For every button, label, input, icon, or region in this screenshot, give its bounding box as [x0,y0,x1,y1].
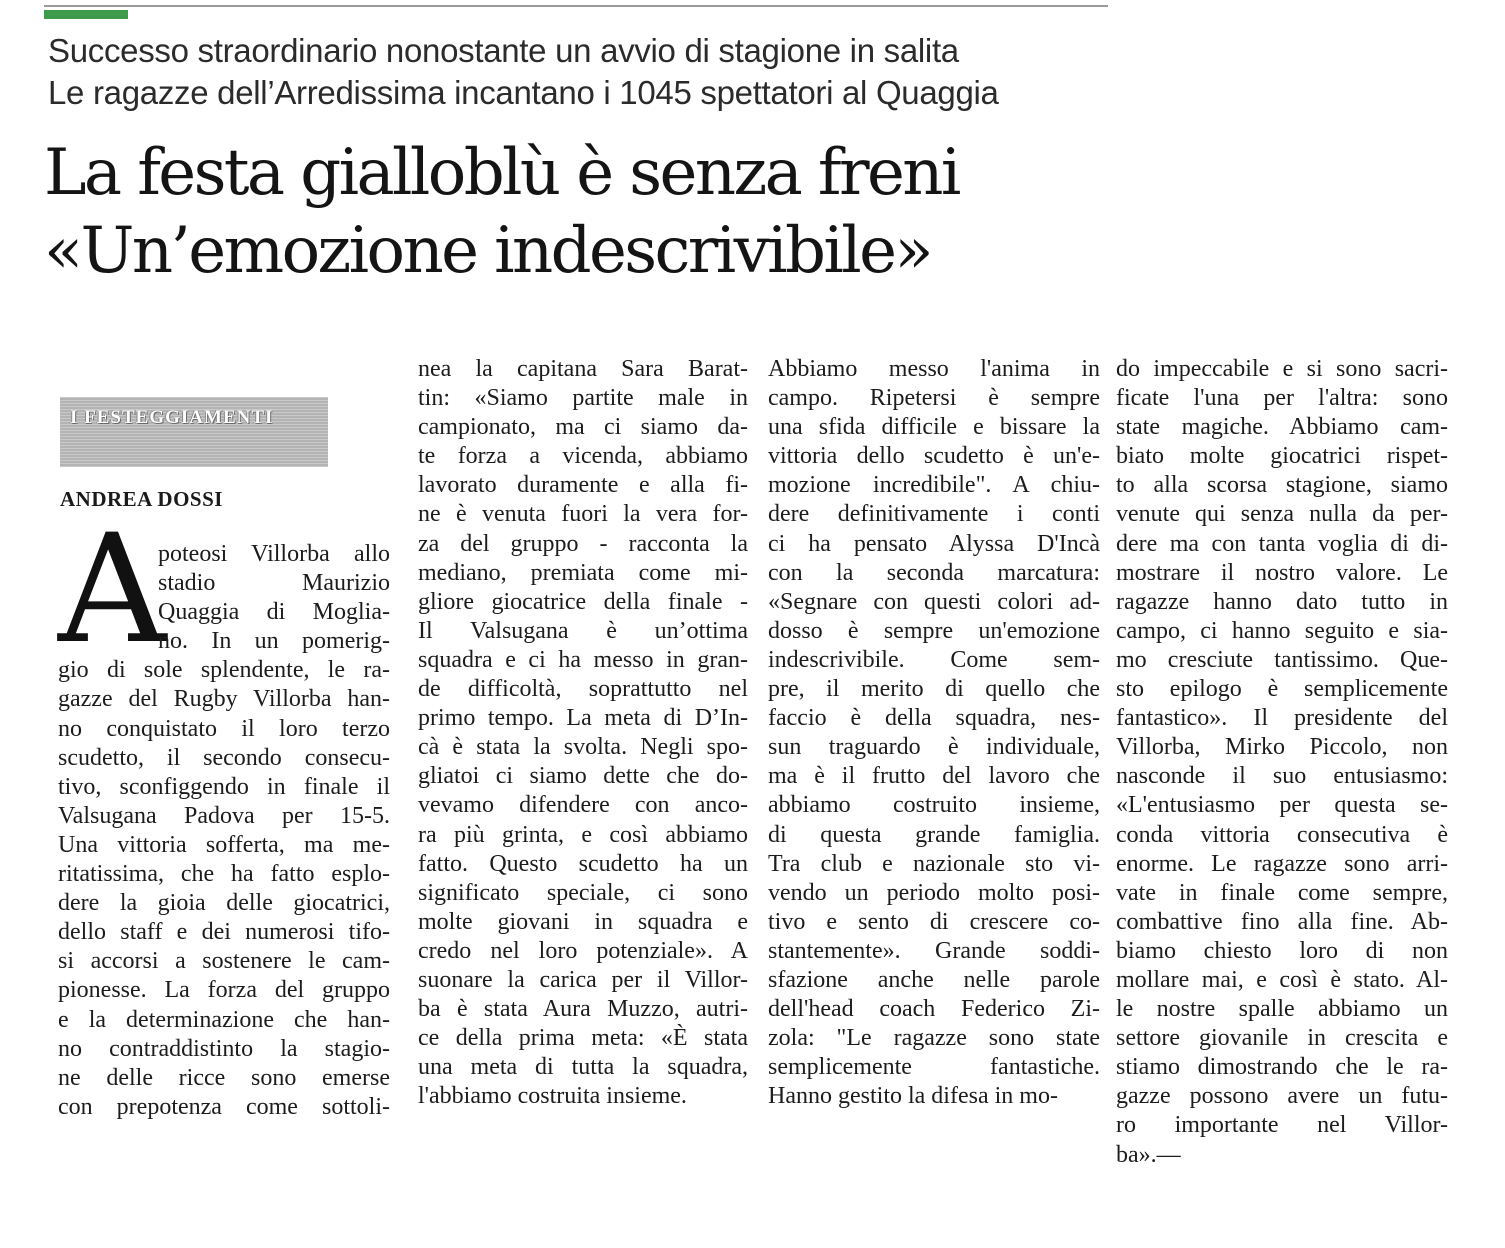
text-line: sfazione anche nelle parole [768,966,1100,993]
text-line: stadio Maurizio [158,570,390,597]
text-line: ba».— [1116,1141,1181,1168]
text-line: mozione incredibile". A chiu- [768,472,1100,499]
text-line: pre, il merito di quello che [768,676,1100,703]
text-line: cà è stata la svolta. Negli spo- [418,734,748,761]
text-line: nea la capitana Sara Barat- [418,356,748,382]
text-line: molte giovani in squadra e [418,908,748,935]
text-line: vittoria dello scudetto è un'e- [768,443,1100,470]
text-line: sun traguardo è individuale, [768,734,1100,761]
drop-cap: A [58,503,167,677]
text-line: l'abbiamo costruita insieme. [418,1083,687,1110]
text-line: una meta di tutta la squadra, [418,1054,748,1081]
text-line: gio di sole splendente, le ra- [58,657,390,684]
text-line: ne è venuta fuori la vera for- [418,501,748,528]
text-line: combattive fino alla fine. Ab- [1116,908,1448,935]
text-line: scudetto, il secondo consecu- [58,744,390,771]
text-line: pionesse. La forza del gruppo [58,977,390,1004]
text-line: tivo, sconfiggendo in finale il [58,773,390,800]
text-line: dere ma con tanta voglia di di- [1116,530,1448,557]
kicker [48,30,1108,114]
text-line: enorme. Le ragazze sono arri- [1116,850,1448,877]
text-line: indescrivibile. Come sem- [768,646,1100,673]
text-line: ci ha pensato Alyssa D'Incà [768,530,1100,557]
headline [44,134,1124,290]
text-line: si accorsi a sostenere le cam- [58,948,390,975]
text-line: ma è il frutto del lavoro che [768,763,1100,790]
text-line: Quaggia di Moglia- [158,599,390,626]
text-line: state magiche. Abbiamo cam- [1116,414,1448,441]
text-line: ficate l'una per l'altra: sono [1116,385,1448,412]
text-line: no contraddistinto la stagio- [58,1035,390,1062]
text-line: dere la gioia delle giocatrici, [58,890,390,917]
text-line: stiamo dimostrando che le ra- [1116,1054,1448,1081]
text-line: campionato, ma ci siamo da- [418,414,748,441]
text-line: poteosi Villorba allo [158,541,390,567]
text-line: dell'head coach Federico Zi- [768,996,1100,1023]
text-line: squadra e ci ha messo in gran- [418,646,748,673]
text-line: dosso è sempre un'emozione [768,617,1100,644]
text-line: una sfida difficile e bissare la [768,414,1100,441]
text-line: fatto. Questo scudetto ha un [418,850,748,877]
section-tag-label: I FESTEGGIAMENTI [70,407,274,428]
text-line: Tra club e nazionale sto vi- [768,850,1100,877]
text-line: ba è stata Aura Muzzo, autri- [418,996,748,1023]
text-line: vendo un periodo molto posi- [768,879,1100,906]
section-tag [60,397,328,467]
text-line: fantastico». Il presidente del [1116,705,1448,732]
text-line: gazze del Rugby Villorba han- [58,686,390,713]
byline: ANDREA DOSSI [60,487,223,511]
text-line: abbiamo costruito insieme, [768,792,1100,819]
text-line: ro importante nel Villor- [1116,1112,1448,1139]
text-line: Una vittoria sofferta, ma me- [58,831,390,858]
headline-line-1: La festa gialloblù è senza freni [44,136,959,210]
text-line: mollare mai, e così è stato. Al- [1116,966,1448,993]
text-line: «L'entusiasmo per questa se- [1116,792,1448,819]
text-line: settore giovanile in crescita e [1116,1025,1448,1052]
section-accent-bar [44,10,128,19]
text-line: dello staff e dei numerosi tifo- [58,919,390,946]
headline-line-2: «Un’emozione indescrivibile» [44,214,931,288]
text-line: vevamo difendere con anco- [418,792,748,819]
text-line: biamo chiesto loro di non [1116,937,1448,964]
text-line: zola: "Le ragazze sono state [768,1025,1100,1052]
text-line: significato speciale, ci sono [418,879,748,906]
text-line: Il Valsugana è un’ottima [418,617,748,644]
text-line: no. In un pomerig- [158,628,390,655]
text-line: mostrare il nostro valore. Le [1116,559,1448,586]
text-line: ne delle ricce sono emerse [58,1064,390,1091]
text-line: venute qui senza nulla da per- [1116,501,1448,528]
text-line: ra più grinta, e così abbiamo [418,821,748,848]
article-column-3 [768,355,1100,1111]
text-line: di questa grande famiglia. [768,821,1100,848]
text-line: nasconde il suo entusiasmo: [1116,763,1448,790]
text-line: gliatoi ci siamo dette che do- [418,763,748,790]
text-line: mo cresciute tantissimo. Que- [1116,646,1448,673]
text-line: gazze possono avere un futu- [1116,1083,1448,1110]
text-line: no conquistato il loro terzo [58,715,390,742]
text-line: tin: «Siamo partite male in [418,385,748,412]
text-line: con la seconda marcatura: [768,559,1100,586]
text-line: dere definitivamente i conti [768,501,1100,528]
text-line: e la determinazione che han- [58,1006,390,1033]
article-column-1 [58,540,390,1122]
text-line: faccio è della squadra, nes- [768,705,1100,732]
text-line: Valsugana Padova per 15-5. [58,802,390,829]
text-line: gliore giocatrice della finale - [418,588,748,615]
text-line: suonare la carica per il Villor- [418,966,748,993]
text-line: biato molte giocatrici rispet- [1116,443,1448,470]
text-line: tivo e sento di crescere co- [768,908,1100,935]
text-line: primo tempo. La meta di D’In- [418,705,748,732]
text-line: do impeccabile e si sono sacri- [1116,356,1448,382]
article-column-4 [1116,355,1448,1170]
text-line: za del gruppo - racconta la [418,530,748,557]
text-line: vate in finale come sempre, [1116,879,1448,906]
text-line: Abbiamo messo l'anima in [768,356,1100,382]
kicker-line-2: Le ragazze dell’Arredissima incantano i 1045 spettatori al Quaggia [48,74,999,111]
text-line: «Segnare con questi colori ad- [768,588,1100,615]
text-line: con prepotenza come sottoli- [58,1093,390,1120]
text-line: te forza a vicenda, abbiamo [418,443,748,470]
text-line: ce della prima meta: «È stata [418,1025,748,1052]
top-rule [44,5,1108,7]
text-line: Villorba, Mirko Piccolo, non [1116,734,1448,761]
text-line: ritatissima, che ha fatto esplo- [58,861,390,888]
text-line: le nostre spalle abbiamo un [1116,996,1448,1023]
text-line: sto epilogo è semplicemente [1116,676,1448,703]
text-line: campo, ci hanno seguito e sia- [1116,617,1448,644]
text-line: ragazze hanno dato tutto in [1116,588,1448,615]
text-line: Hanno gestito la difesa in mo- [768,1083,1058,1110]
text-line: campo. Ripetersi è sempre [768,385,1100,412]
kicker-line-1: Successo straordinario nonostante un avvio di stagione in salita [48,32,959,69]
text-line: semplicemente fantastiche. [768,1054,1100,1081]
text-line: conda vittoria consecutiva è [1116,821,1448,848]
text-line: stantemente». Grande soddi- [768,937,1100,964]
text-line: lavorato duramente e alla fi- [418,472,748,499]
text-line: mediano, premiata come mi- [418,559,748,586]
article-column-2 [418,355,748,1111]
text-line: to alla scorsa stagione, siamo [1116,472,1448,499]
text-line: de difficoltà, soprattutto nel [418,676,748,703]
text-line: credo nel loro potenziale». A [418,937,748,964]
